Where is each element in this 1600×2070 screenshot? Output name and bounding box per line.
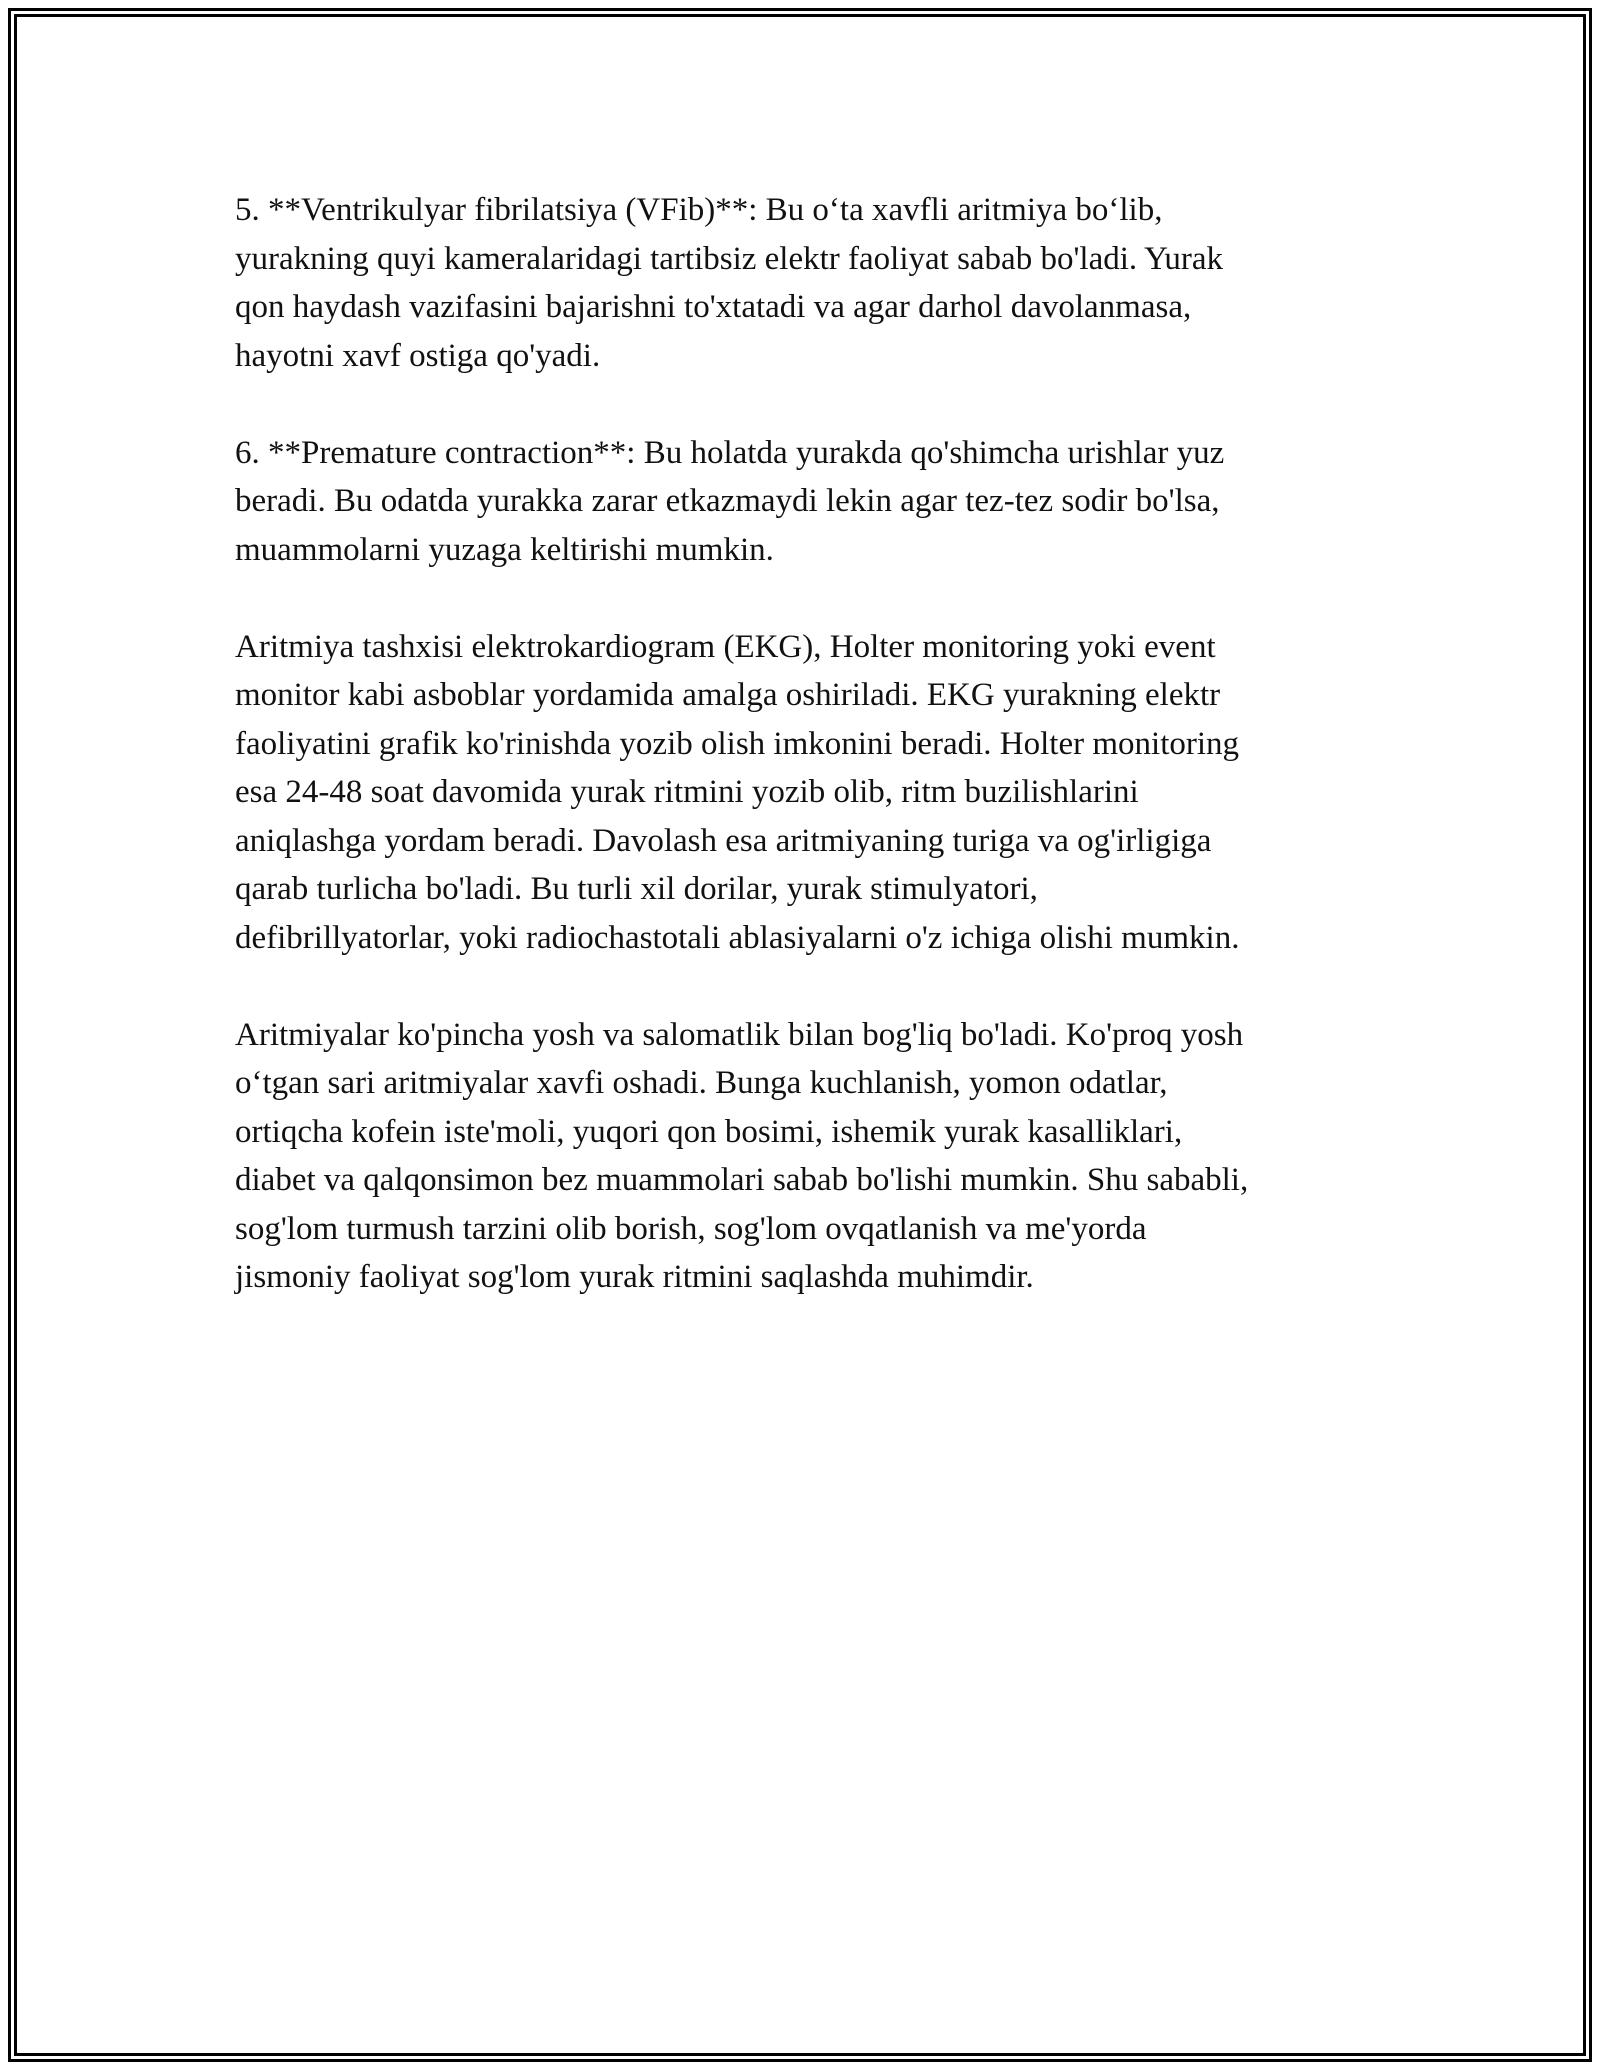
- text-line: qon haydash vazifasini bajarishni to'xtatadi va agar darhol davolanmasa,: [235, 289, 1192, 325]
- text-line: Aritmiyalar ko'pincha yosh va salomatlik bilan bog'liq bo'ladi. Ko'proq yosh: [235, 1016, 1244, 1053]
- text-line: Aritmiya tashxisi elektrokardiogram (EKG), Holter monitoring yoki event: [235, 628, 1216, 665]
- text-line: defibrillyatorlar, yoki radiochastotali ablasiyalarni o'z ichiga olishi mumkin.: [235, 919, 1240, 956]
- text-line: beradi. Bu odatda yurakka zarar etkazmaydi lekin agar tez-tez sodir bo'lsa,: [235, 483, 1220, 519]
- text-line: aniqlashga yordam beradi. Davolash esa aritmiyaning turiga va og'irligiga: [235, 822, 1212, 859]
- text-line: hayotni xavf ostiga qo'yadi.: [235, 337, 601, 374]
- text-line: monitor kabi asboblar yordamida amalga oshiriladi. EKG yurakning elektr: [235, 677, 1221, 713]
- text-line: o‘tgan sari aritmiyalar xavfi oshadi. Bunga kuchlanish, yomon odatlar,: [235, 1065, 1168, 1101]
- text-line: sog'lom turmush tarzini olib borish, sog'lom ovqatlanish va me'yorda: [235, 1210, 1147, 1247]
- text-line: qarab turlicha bo'ladi. Bu turli xil dorilar, yurak stimulyatori,: [235, 871, 1038, 907]
- document-body: [235, 186, 1385, 1350]
- text-line: faoliyatini grafik ko'rinishda yozib olish imkonini beradi. Holter monitoring: [235, 725, 1240, 762]
- text-line: 5. **Ventrikulyar fibrilatsiya (VFib)**: Bu o‘ta xavfli aritmiya bo‘lib,: [235, 192, 1163, 228]
- paragraph-premature-contraction: [235, 429, 1385, 575]
- text-line: muammolarni yuzaga keltirishi mumkin.: [235, 531, 774, 568]
- paragraph-risk-factors: [235, 1011, 1385, 1302]
- text-line: esa 24-48 soat davomida yurak ritmini yozib olib, ritm buzilishlarini: [235, 774, 1139, 810]
- text-line: ortiqcha kofein iste'moli, yuqori qon bosimi, ishemik yurak kasalliklari,: [235, 1113, 1183, 1150]
- text-line: 6. **Premature contraction**: Bu holatda yurakda qo'shimcha urishlar yuz: [235, 434, 1225, 471]
- text-line: jismoniy faoliyat sog'lom yurak ritmini saqlashda muhimdir.: [235, 1259, 1034, 1295]
- paragraph-vfib: [235, 186, 1385, 380]
- paragraph-diagnosis: [235, 623, 1385, 963]
- text-line: yurakning quyi kameralaridagi tartibsiz elektr faoliyat sabab bo'ladi. Yurak: [235, 240, 1223, 277]
- text-line: diabet va qalqonsimon bez muammolari sabab bo'lishi mumkin. Shu sababli,: [235, 1162, 1249, 1198]
